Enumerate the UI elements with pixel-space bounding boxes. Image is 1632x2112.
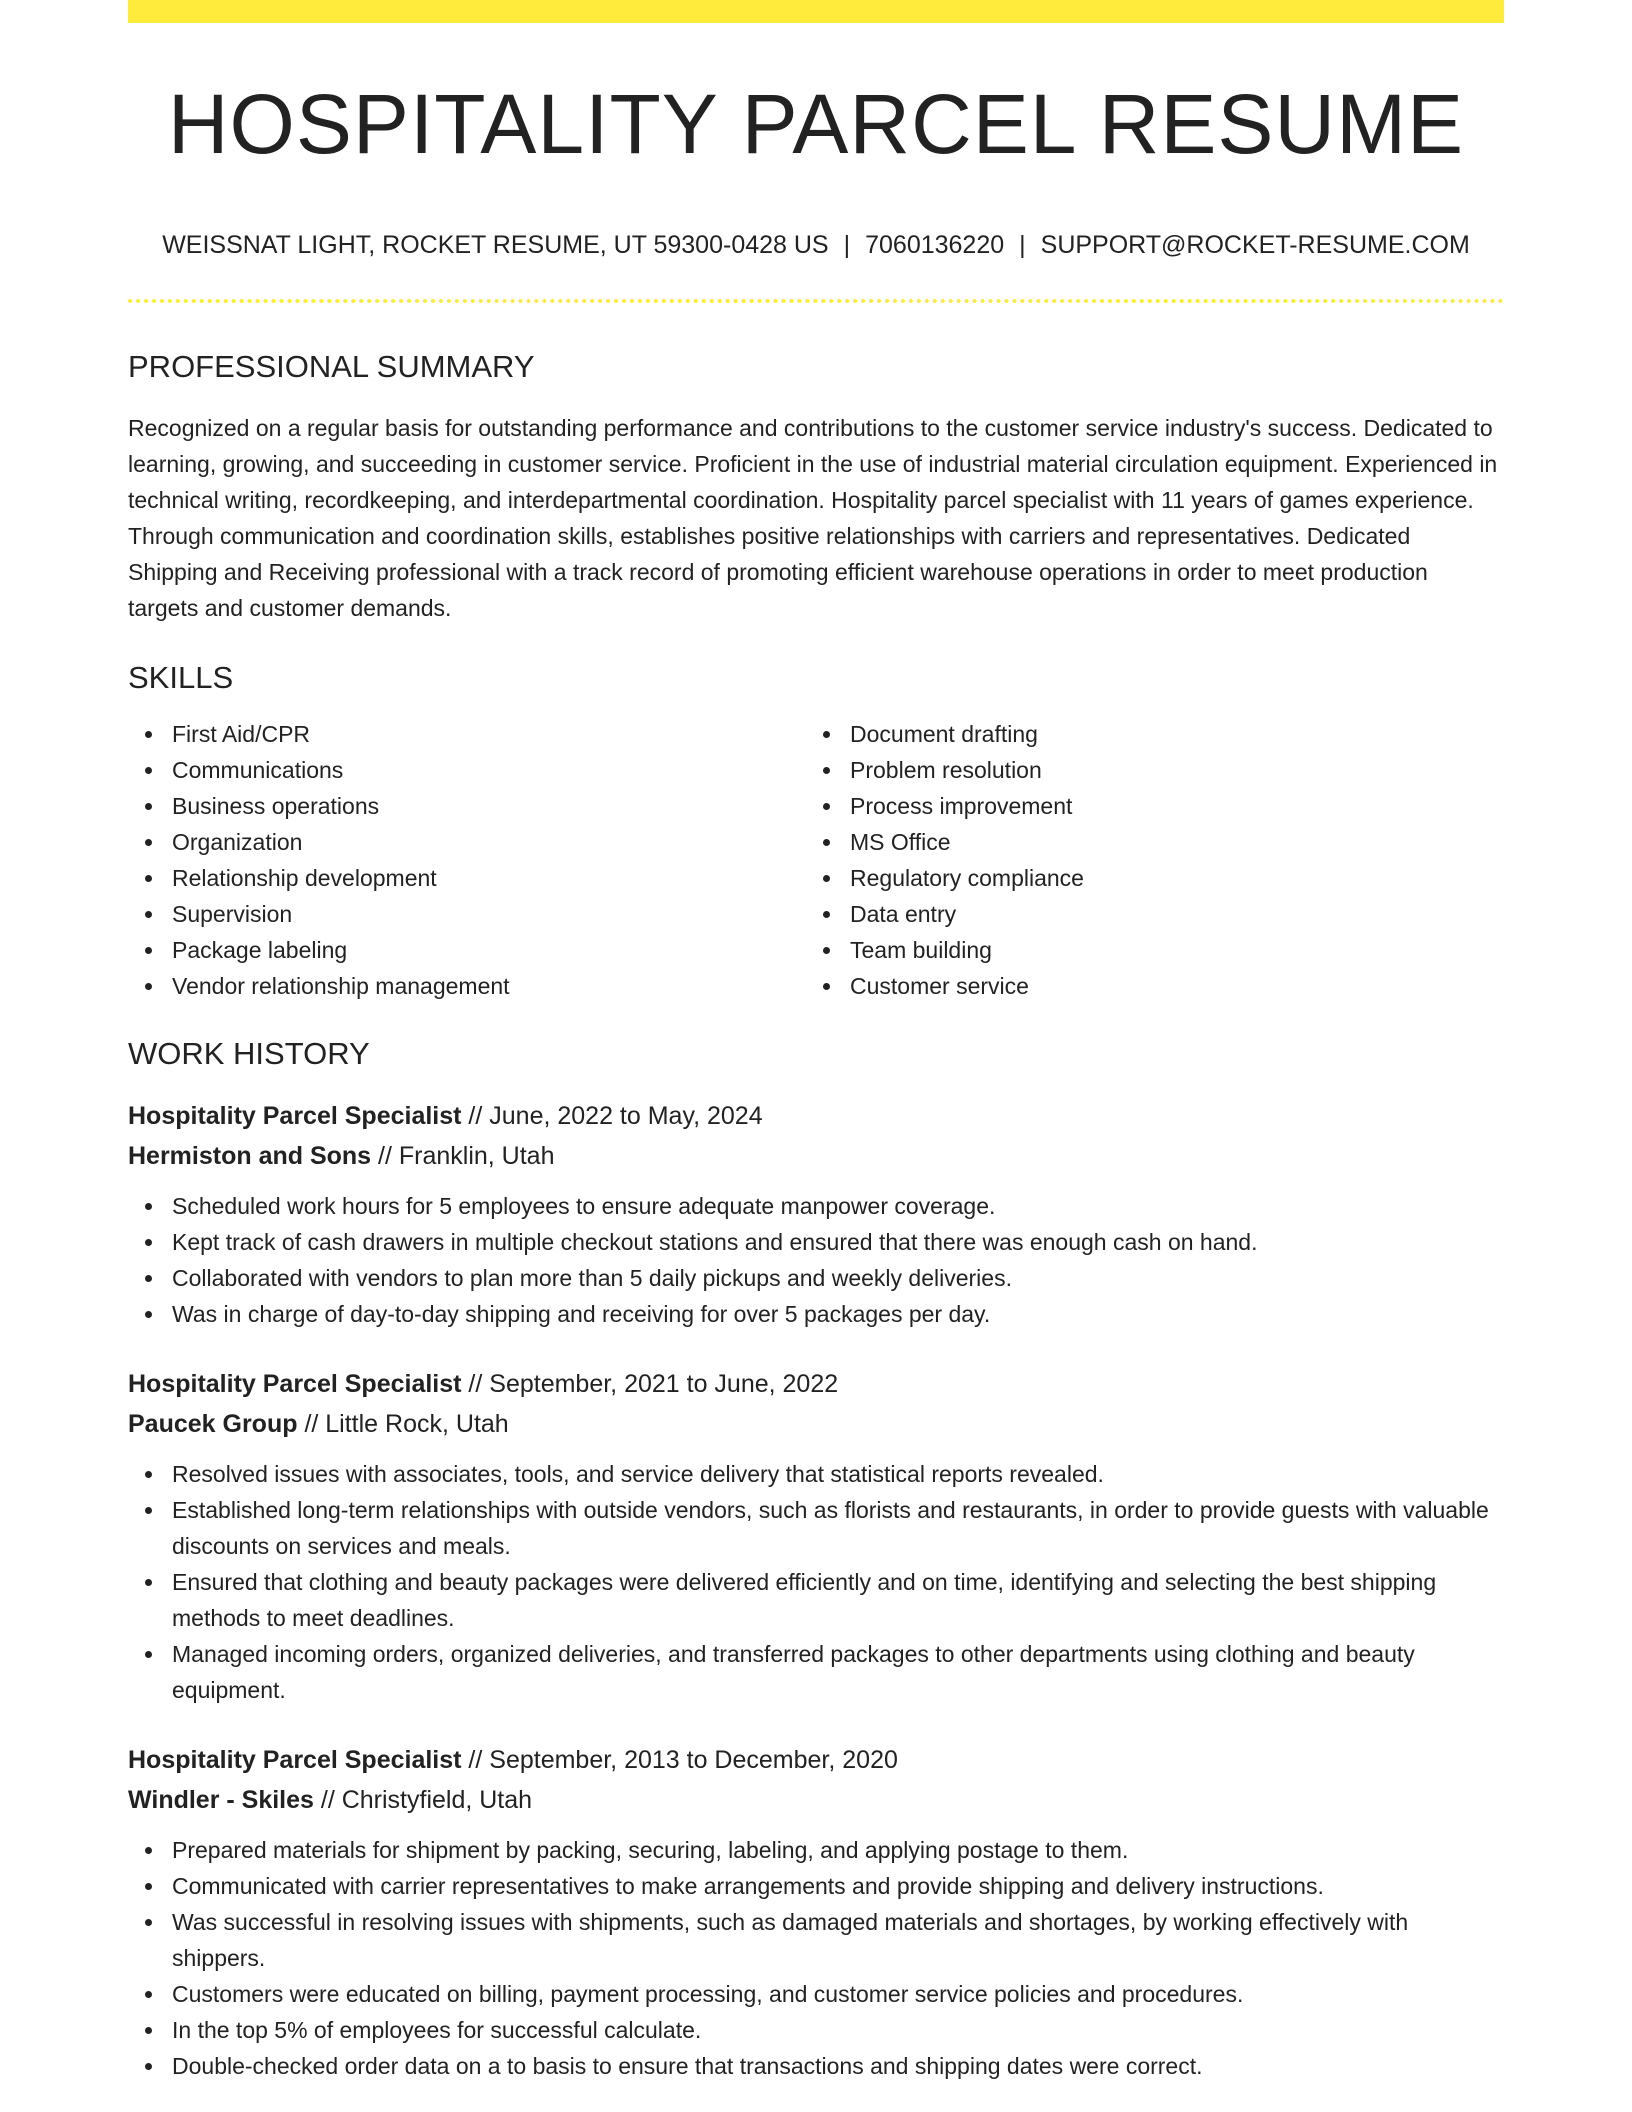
job-company: Windler - Skiles	[128, 1786, 314, 1814]
job-location: // Little Rock, Utah	[297, 1410, 509, 1438]
skill-item: Business operations	[128, 788, 806, 824]
skill-item: Regulatory compliance	[806, 860, 1484, 896]
job-bullet: Double-checked order data on a to basis to ensure that transactions and shipping dates were correct.	[128, 2048, 1504, 2084]
job-entry	[128, 1740, 1504, 2084]
skill-item: Communications	[128, 752, 806, 788]
skill-item: MS Office	[806, 824, 1484, 860]
job-role-line	[128, 1364, 1504, 1404]
job-location: // Christyfield, Utah	[313, 1786, 533, 1814]
contact-phone: 7060136220	[865, 231, 1005, 259]
contact-line	[128, 233, 1504, 258]
job-bullet: Ensured that clothing and beauty packages were delivered efficiently and on time, identifying and selecting the best shipping methods to meet deadlines.	[128, 1564, 1504, 1636]
skill-item: Package labeling	[128, 932, 806, 968]
skill-item: Document drafting	[806, 716, 1484, 752]
job-bullet: Was in charge of day-to-day shipping and receiving for over 5 packages per day.	[128, 1296, 1504, 1332]
skills-list	[128, 716, 1504, 1004]
job-role-line	[128, 1096, 1504, 1136]
skills-column-right	[806, 716, 1484, 1004]
contact-separator: |	[1019, 231, 1026, 259]
work-history-heading: WORK HISTORY	[128, 1036, 370, 1071]
skill-item: Data entry	[806, 896, 1484, 932]
skill-item: Organization	[128, 824, 806, 860]
job-bullet: Established long-term relationships with outside vendors, such as florists and restaurants, in order to provide guests with valuable discounts on services and meals.	[128, 1492, 1504, 1564]
skill-item: Customer service	[806, 968, 1484, 1004]
job-company-line	[128, 1780, 1504, 1820]
skill-item: Vendor relationship management	[128, 968, 806, 1004]
job-bullet: Was successful in resolving issues with shipments, such as damaged materials and shortages, by working effectively with shippers.	[128, 1904, 1504, 1976]
job-role: Hospitality Parcel Specialist	[128, 1370, 462, 1398]
contact-separator: |	[843, 231, 851, 259]
job-entry	[128, 1096, 1504, 1332]
contact-address: WEISSNAT LIGHT, ROCKET RESUME, UT 59300-0428 US	[162, 231, 829, 259]
skill-item: Process improvement	[806, 788, 1484, 824]
job-company: Hermiston and Sons	[128, 1142, 372, 1170]
contact-email: SUPPORT@ROCKET-RESUME.COM	[1040, 231, 1470, 259]
skill-item: Team building	[806, 932, 1484, 968]
job-company-line	[128, 1404, 1504, 1444]
job-bullets	[128, 1456, 1504, 1708]
job-bullet: Managed incoming orders, organized deliveries, and transferred packages to other departments using clothing and beauty equipment.	[128, 1636, 1504, 1708]
job-bullet: Prepared materials for shipment by packing, securing, labeling, and applying postage to them.	[128, 1832, 1504, 1868]
job-dates: // September, 2021 to June, 2022	[461, 1370, 839, 1398]
job-company-line	[128, 1136, 1504, 1176]
job-role: Hospitality Parcel Specialist	[128, 1102, 462, 1130]
job-dates: // June, 2022 to May, 2024	[461, 1102, 763, 1130]
accent-bar	[128, 0, 1504, 23]
job-role: Hospitality Parcel Specialist	[128, 1746, 462, 1774]
job-entry	[128, 1364, 1504, 1708]
skill-item: Problem resolution	[806, 752, 1484, 788]
summary-heading: PROFESSIONAL SUMMARY	[128, 349, 535, 384]
skills-heading: SKILLS	[128, 660, 234, 695]
job-dates: // September, 2013 to December, 2020	[461, 1746, 898, 1774]
job-bullet: Scheduled work hours for 5 employees to ensure adequate manpower coverage.	[128, 1188, 1504, 1224]
resume-page	[128, 0, 1504, 2084]
job-bullet: Kept track of cash drawers in multiple checkout stations and ensured that there was enough cash on hand.	[128, 1224, 1504, 1260]
job-location: // Franklin, Utah	[371, 1142, 555, 1170]
dotted-divider	[128, 299, 1504, 303]
skills-column-left	[128, 716, 806, 1004]
job-company: Paucek Group	[128, 1410, 298, 1438]
job-bullet: Resolved issues with associates, tools, and service delivery that statistical reports revealed.	[128, 1456, 1504, 1492]
job-bullet: In the top 5% of employees for successful calculate.	[128, 2012, 1504, 2048]
skill-item: Supervision	[128, 896, 806, 932]
job-role-line	[128, 1740, 1504, 1780]
resume-title: HOSPITALITY PARCEL RESUME	[167, 77, 1465, 171]
job-bullet: Customers were educated on billing, payment processing, and customer service policies and procedures.	[128, 1976, 1504, 2012]
summary-text: Recognized on a regular basis for outstanding performance and contributions to the customer service industry's success. Dedicated to learning, growing, and succeeding in customer service. Proficient in the use of industrial material circulation equipment. Experienced in technical writing, recordkeeping, and interdepartmental coordination. Hospitality parcel specialist with 11 years of games experience. Through communication and coordination skills, establishes positive relationships with carriers and representatives. Dedicated Shipping and Receiving professional with a track record of promoting efficient warehouse operations in order to meet production targets and customer demands.	[128, 415, 1498, 621]
job-bullets	[128, 1832, 1504, 2084]
skill-item: Relationship development	[128, 860, 806, 896]
skill-item: First Aid/CPR	[128, 716, 806, 752]
job-bullets	[128, 1188, 1504, 1332]
job-bullet: Communicated with carrier representatives to make arrangements and provide shipping and delivery instructions.	[128, 1868, 1504, 1904]
job-bullet: Collaborated with vendors to plan more than 5 daily pickups and weekly deliveries.	[128, 1260, 1504, 1296]
